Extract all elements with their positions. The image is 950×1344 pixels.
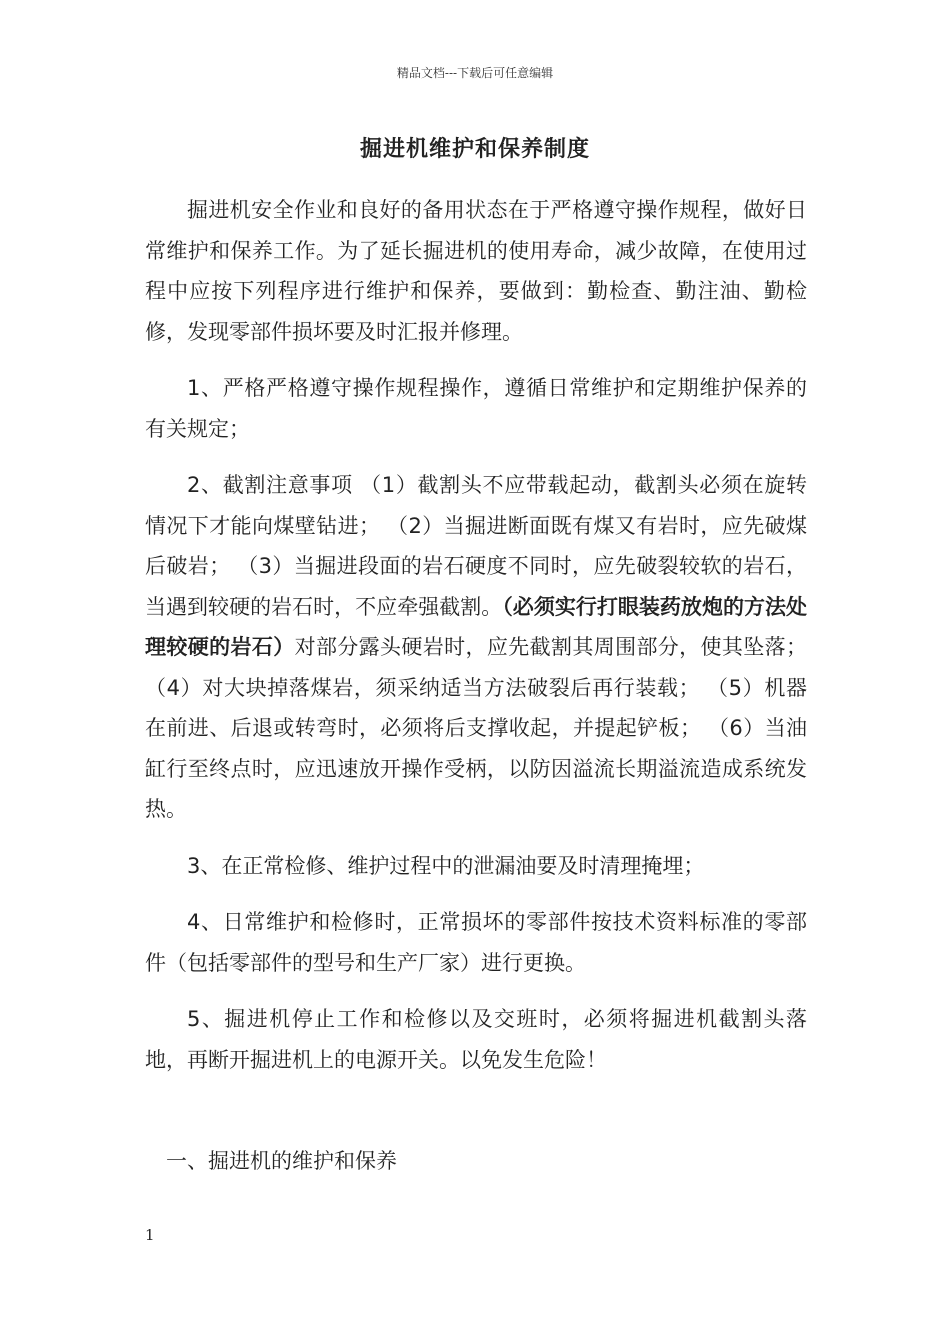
intro-paragraph: 掘进机安全作业和良好的备用状态在于严格遵守操作规程，做好日常维护和保养工作。为了延长掘进机的使用寿命，减少故障，在使用过程中应按下列程序进行维护和保养，要做到：勤检查、勤注油、勤检修，发现零部件损坏要及时汇报并修理。	[145, 198, 807, 344]
item-2-paragraph	[145, 465, 807, 830]
item-1-paragraph: 1、严格严格遵守操作规程操作，遵循日常维护和定期维护保养的有关规定；	[145, 376, 807, 441]
section-heading: 一、掘进机的维护和保养	[166, 1149, 397, 1173]
item-2-text-part2: 对部分露头硬岩时，应先截割其周围部分，使其坠落； （4）对大块掉落煤岩，须采纳适当方法破裂后再行装载； （5）机器在前进、后退或转弯时，必须将后支撑收起，并提起铲板； （6）当油缸行至终点时，应迅速放开操作受柄，以防因溢流长期溢流造成系统发热。	[145, 635, 808, 821]
item-2-text-part1: 2、截割注意事项 （1）截割头不应带载起动，截割头必须在旋转情况下才能向煤壁钻进； （2）当掘进断面既有煤又有岩时，应先破煤后破岩； （3）当掘进段面的岩石硬度不同时，应先破裂较软的岩石，当遇到较硬的岩石时，不应牵强截割。	[145, 473, 807, 619]
document-title: 掘进机维护和保养制度	[359, 137, 590, 162]
item-4-paragraph: 4、日常维护和检修时，正常损坏的零部件按技术资料标准的零部件（包括零部件的型号和生产厂家）进行更换。	[145, 910, 807, 975]
page-number: 1	[145, 1226, 155, 1244]
header-note: 精品文档---下载后可任意编辑	[396, 66, 554, 80]
document-body	[145, 190, 807, 1096]
item-5-paragraph: 5、掘进机停止工作和检修以及交班时，必须将掘进机截割头落地，再断开掘进机上的电源开关。以免发生危险！	[145, 1007, 807, 1072]
item-2-bold-text: （必须实行打眼装药放炮的方法处理较硬的岩石）	[145, 594, 808, 659]
item-3-paragraph: 3、在正常检修、维护过程中的泄漏油要及时清理掩埋；	[187, 853, 705, 878]
